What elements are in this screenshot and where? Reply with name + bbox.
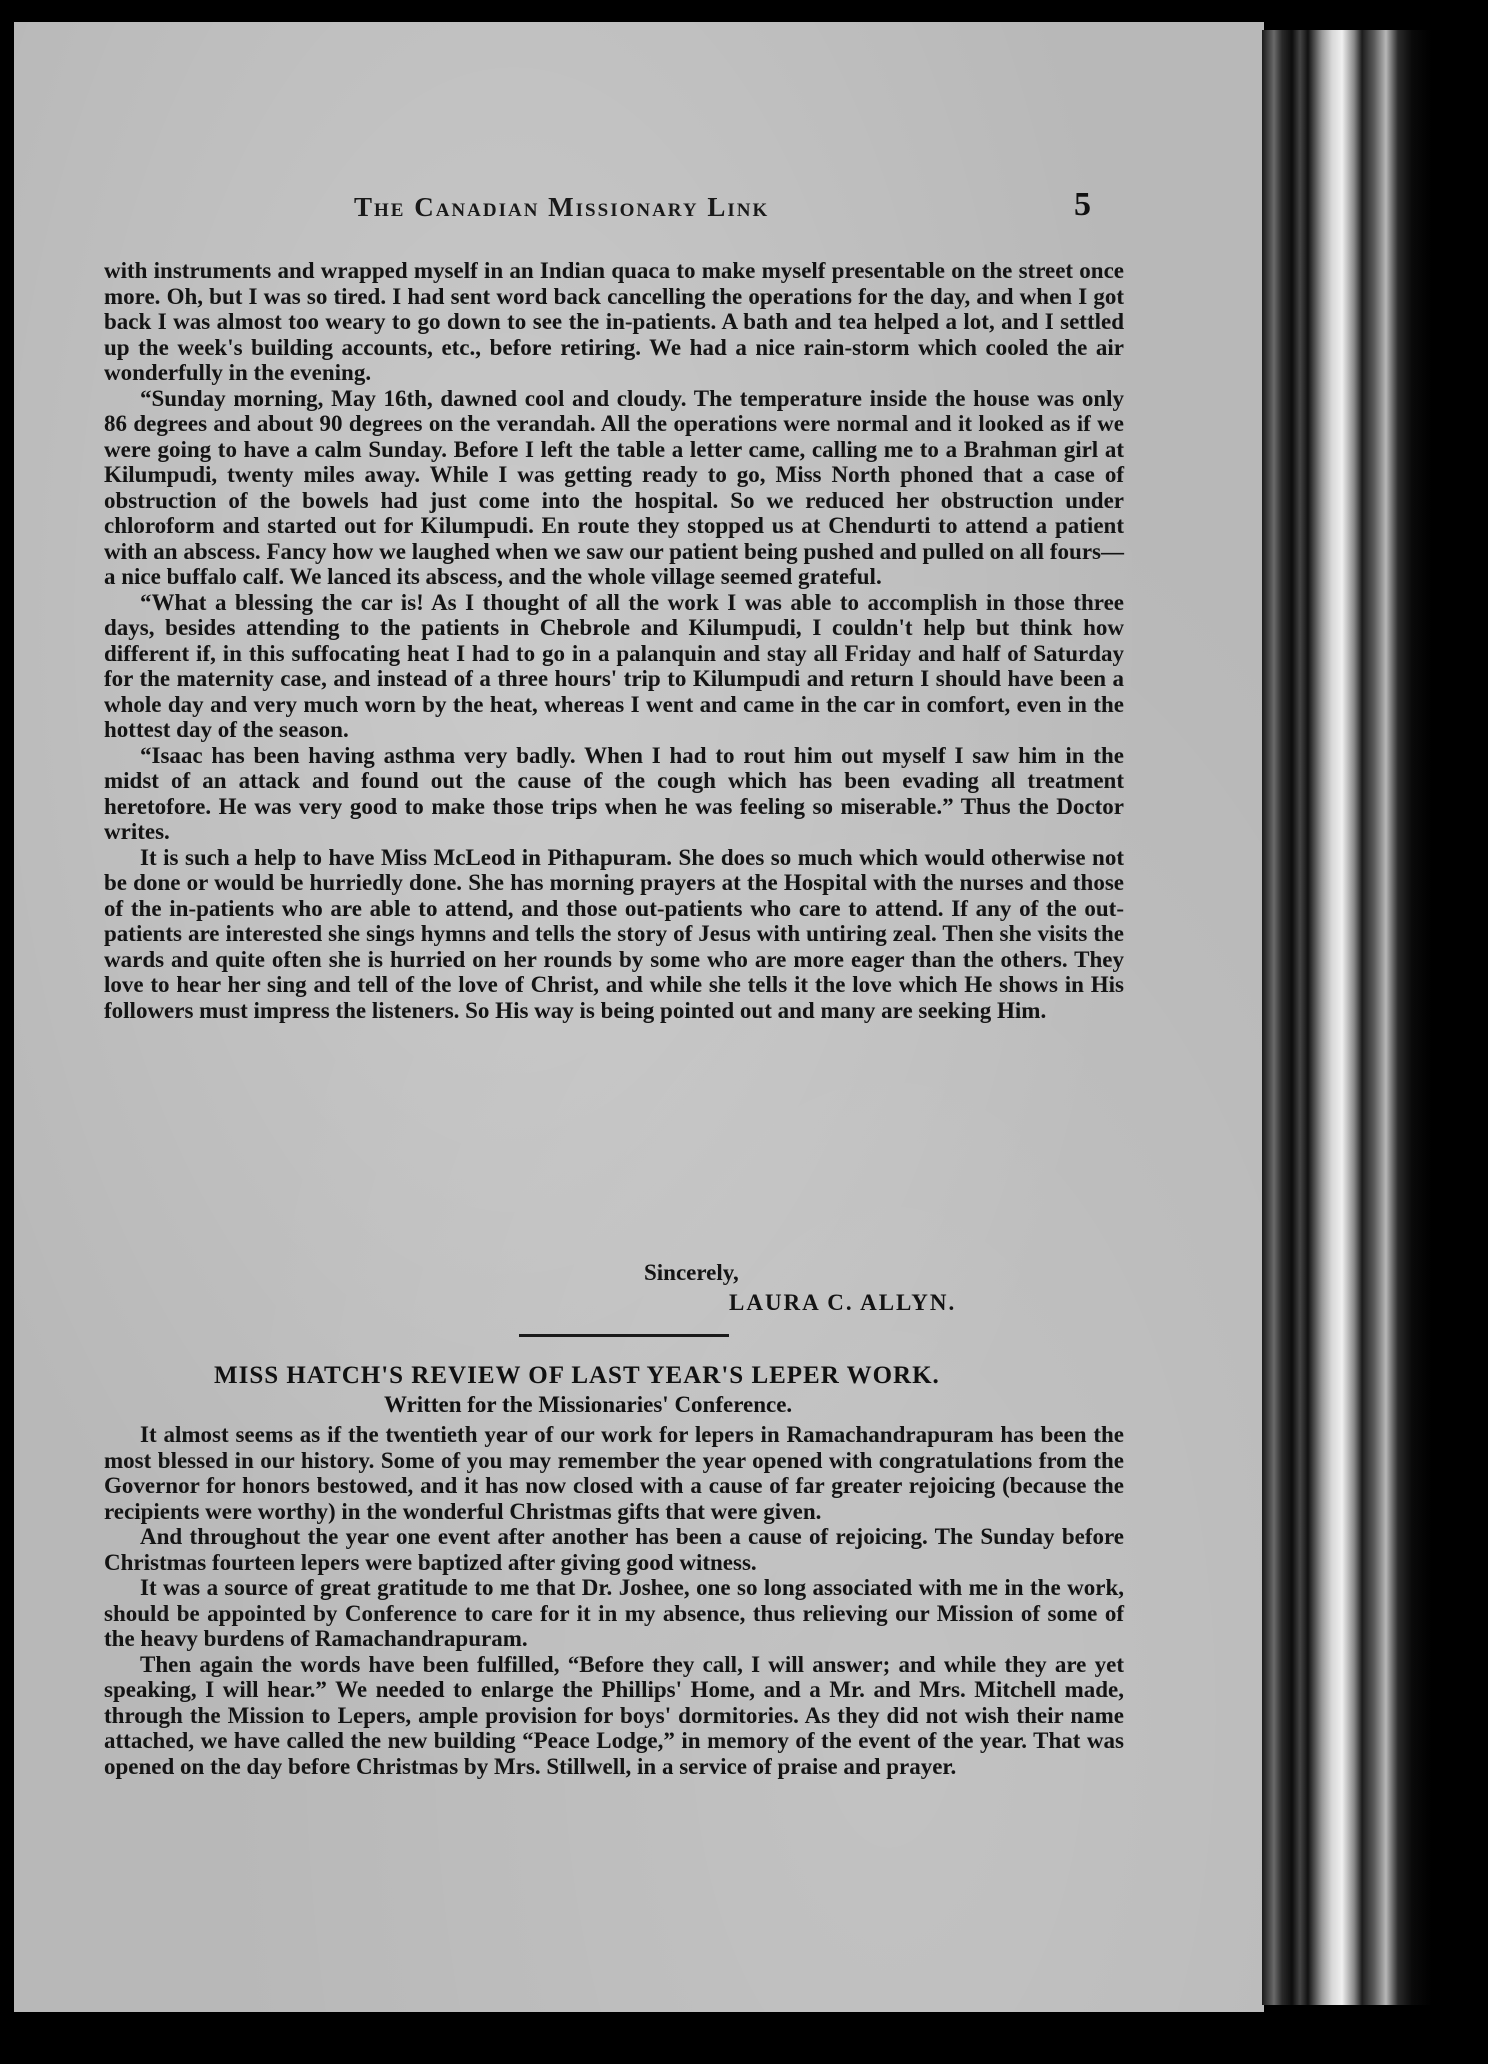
letter-paragraph: It is such a help to have Miss McLeod in Pithapuram. She does so much which would otherwise not be done or would be hurriedly done. She has morning prayers at the Hospital with the nurses and those of the in-patients who are able to attend, and those out-patients who care to attend. If any of the out-patients are interested she sings hymns and tells the story of Jesus with untiring zeal. Then she visits the wards and quite often she is hurried on her rounds by some who are more eager than the others. They love to hear her sing and tell of the love of Christ, and while she tells it the love which He shows in His followers must impress the listeners. So His way is being pointed out and many are seeking Him.	[104, 844, 1124, 1023]
article-paragraph: And throughout the year one event after another has been a cause of rejoicing. The Sunday before Christmas fourteen lepers were baptized after giving good witness.	[104, 1524, 1124, 1575]
letter-body	[104, 258, 1124, 1023]
printed-page	[14, 22, 1264, 2012]
letter-paragraph: “Sunday morning, May 16th, dawned cool and cloudy. The temperature inside the house was only 86 degrees and about 90 degrees on the verandah. All the operations were normal and it looked as if we were going to have a calm Sunday. Before I left the table a letter came, calling me to a Brahman girl at Kilumpudi, twenty miles away. While I was getting ready to go, Miss North phoned that a case of obstruction of the bowels had just come into the hospital. So we reduced her obstruction under chloroform and started out for Kilumpudi. En route they stopped us at Chendurti to attend a patient with an abscess. Fancy how we laughed when we saw our patient being pushed and pulled on all fours—a nice buffalo calf. We lanced its abscess, and the whole village seemed grateful.	[104, 385, 1124, 589]
article-paragraph: Then again the words have been fulfilled, “Before they call, I will answer; and while they are yet speaking, I will hear.” We needed to enlarge the Phillips' Home, and a Mr. and Mrs. Mitchell made, through the Mission to Lepers, ample provision for boys' dormitories. As they did not wish their name attached, we have called the new building “Peace Lodge,” in memory of the event of the year. That was opened on the day before Christmas by Mrs. Stillwell, in a service of praise and prayer.	[104, 1651, 1124, 1779]
article-body	[104, 1422, 1124, 1779]
letter-signature: LAURA C. ALLYN.	[729, 1290, 957, 1315]
letter-paragraph: “What a blessing the car is! As I thought of all the work I was able to accomplish in those three days, besides attending to the patients in Chebrole and Kilumpudi, I couldn't help but think how different if, in this suffocating heat I had to go in a palanquin and stay all Friday and half of Saturday for the maternity case, and instead of a three hours' trip to Kilumpudi and return I should have been a whole day and very much worn by the heat, whereas I went and came in the car in comfort, even in the hottest day of the season.	[104, 589, 1124, 742]
article-paragraph: It almost seems as if the twentieth year of our work for lepers in Ramachandrapuram has been the most blessed in our history. Some of you may remember the year opened with congratulations from the Governor for honors bestowed, and it has now closed with a cause of far greater rejoicing (because the recipients were worthy) in the wonderful Christmas gifts that were given.	[104, 1422, 1124, 1524]
scan-left-border	[0, 0, 14, 2064]
running-head	[14, 186, 1264, 228]
page-number: 5	[1074, 186, 1091, 223]
book-page-edges	[1262, 30, 1432, 2005]
letter-closing: Sincerely,	[644, 1260, 739, 1285]
running-title: The Canadian Missionary Link	[354, 192, 770, 222]
section-divider	[519, 1334, 729, 1337]
letter-paragraph: “Isaac has been having asthma very badly. When I had to rout him out myself I saw him in the midst of an attack and found out the cause of the cough which has been evading all treatment heretofore. He was very good to make those trips when he was feeling so miserable.” Thus the Doctor writes.	[104, 742, 1124, 844]
article-subtitle: Written for the Missionaries' Conference.	[384, 1392, 793, 1417]
article-paragraph: It was a source of great gratitude to me that Dr. Joshee, one so long associated with me in the work, should be appointed by Conference to care for it in my absence, thus relieving our Mission of some of the heavy burdens of Ramachandrapuram.	[104, 1575, 1124, 1651]
article-title: MISS HATCH'S REVIEW OF LAST YEAR'S LEPER WORK.	[214, 1362, 940, 1389]
letter-paragraph: with instruments and wrapped myself in an Indian quaca to make myself presentable on the street once more. Oh, but I was so tired. I had sent word back cancelling the operations for the day, and when I got back I was almost too weary to go down to see the in-patients. A bath and tea helped a lot, and I settled up the week's building accounts, etc., before retiring. We had a nice rain-storm which cooled the air wonderfully in the evening.	[104, 258, 1124, 385]
